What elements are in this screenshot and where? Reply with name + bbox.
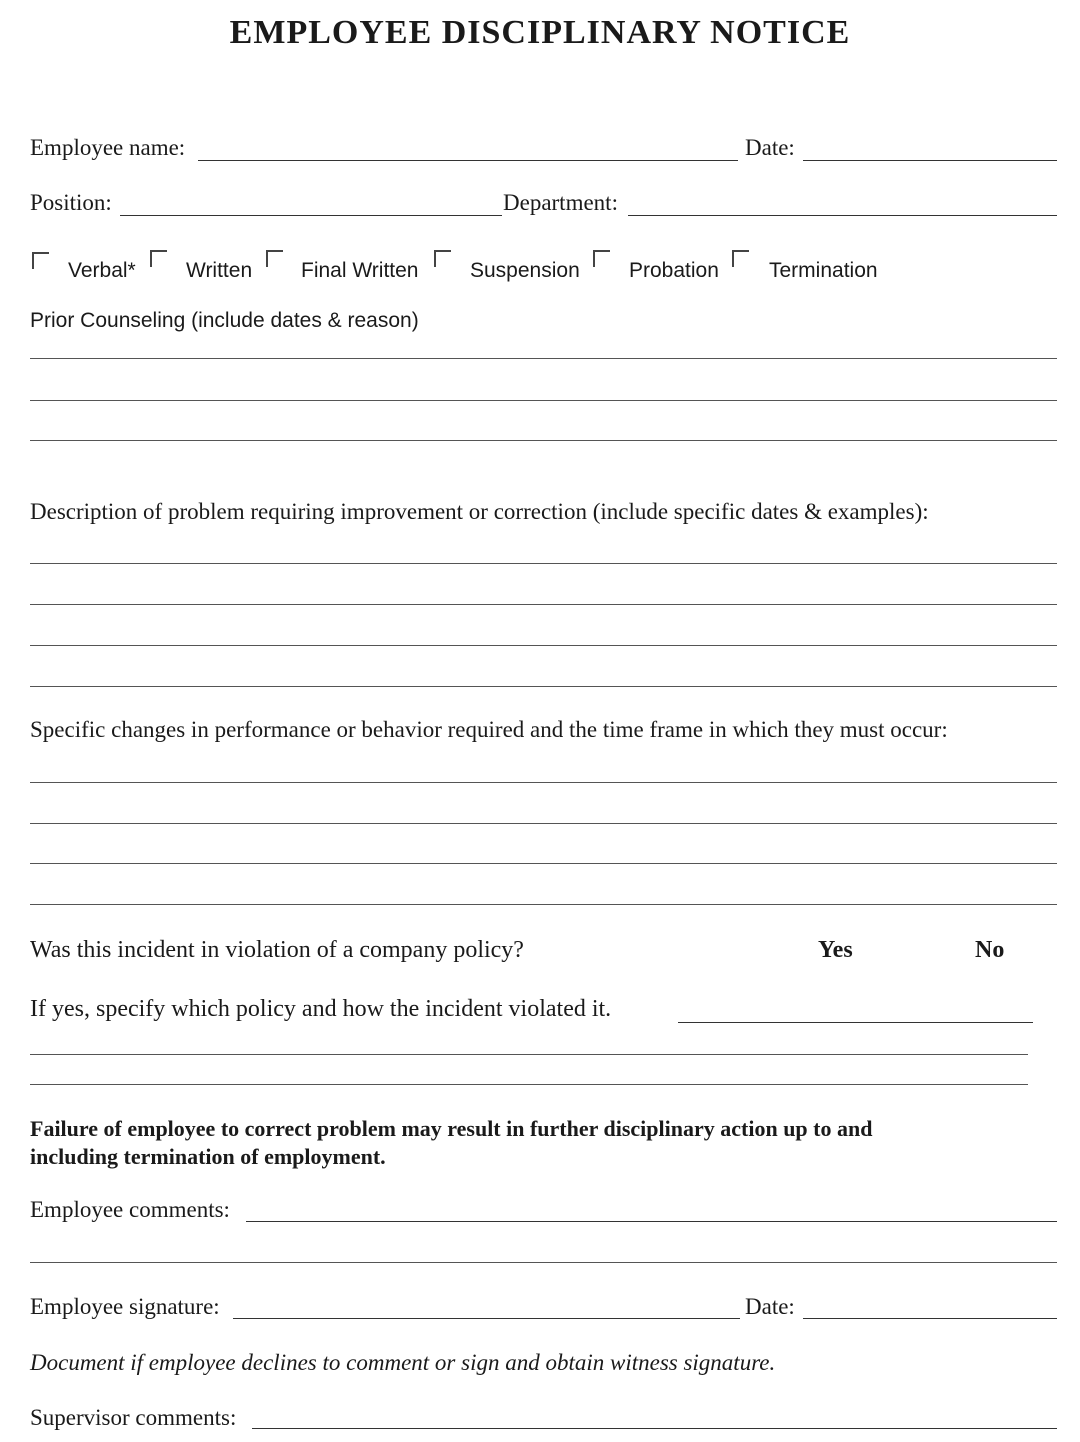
page-title: EMPLOYEE DISCIPLINARY NOTICE — [229, 14, 851, 51]
termination-checkbox[interactable] — [732, 250, 749, 267]
prior-counseling-label: Prior Counseling (include dates & reason) — [30, 309, 419, 332]
written-checkbox[interactable] — [150, 250, 167, 267]
description-line-2[interactable] — [30, 604, 1057, 605]
changes-line-2[interactable] — [30, 823, 1057, 824]
no-option[interactable]: No — [975, 937, 1005, 963]
prior-counseling-line-3[interactable] — [30, 440, 1057, 441]
position-field[interactable] — [120, 215, 502, 216]
warning-text-line-2: including termination of employment. — [30, 1144, 386, 1169]
suspension-checkbox[interactable] — [434, 250, 451, 267]
employee-comments-field[interactable] — [246, 1221, 1057, 1222]
date-field[interactable] — [803, 160, 1057, 161]
position-label: Position: — [30, 190, 112, 215]
verbal-label: Verbal* — [68, 259, 136, 282]
verbal-checkbox[interactable] — [32, 252, 49, 269]
employee-name-label: Employee name: — [30, 135, 186, 160]
policy-specify-line-2[interactable] — [30, 1054, 1028, 1055]
policy-specify-line-3[interactable] — [30, 1084, 1028, 1085]
warning-text-line-1: Failure of employee to correct problem may result in further disciplinary action up to and — [30, 1116, 873, 1141]
description-line-3[interactable] — [30, 645, 1057, 646]
suspension-label: Suspension — [470, 259, 580, 282]
changes-line-4[interactable] — [30, 904, 1057, 905]
termination-label: Termination — [769, 259, 878, 282]
final-written-checkbox[interactable] — [266, 250, 283, 267]
supervisor-comments-label: Supervisor comments: — [30, 1405, 237, 1430]
changes-line-1[interactable] — [30, 782, 1057, 783]
signature-date-label: Date: — [745, 1294, 795, 1319]
signature-date-field[interactable] — [803, 1318, 1057, 1319]
final-written-label: Final Written — [301, 259, 419, 282]
policy-question: Was this incident in violation of a company policy? — [30, 937, 524, 963]
changes-label: Specific changes in performance or behavior required and the time frame in which they must occur: — [30, 717, 948, 742]
policy-specify-field[interactable] — [678, 1022, 1033, 1023]
policy-specify-label: If yes, specify which policy and how the incident violated it. — [30, 996, 612, 1022]
supervisor-comments-field[interactable] — [252, 1428, 1057, 1429]
decline-note: Document if employee declines to comment or sign and obtain witness signature. — [30, 1350, 776, 1375]
employee-signature-label: Employee signature: — [30, 1294, 220, 1319]
employee-signature-field[interactable] — [233, 1318, 740, 1319]
date-label: Date: — [745, 135, 795, 160]
description-label: Description of problem requiring improvement or correction (include specific dates & examples): — [30, 499, 929, 524]
changes-line-3[interactable] — [30, 863, 1057, 864]
probation-checkbox[interactable] — [593, 250, 610, 267]
yes-option[interactable]: Yes — [818, 937, 853, 963]
probation-label: Probation — [629, 259, 719, 282]
employee-comments-label: Employee comments: — [30, 1197, 230, 1222]
written-label: Written — [186, 259, 253, 282]
department-label: Department: — [503, 190, 618, 215]
description-line-1[interactable] — [30, 563, 1057, 564]
prior-counseling-line-1[interactable] — [30, 358, 1057, 359]
employee-name-field[interactable] — [198, 160, 738, 161]
employee-comments-line-2[interactable] — [30, 1262, 1057, 1263]
department-field[interactable] — [628, 215, 1057, 216]
prior-counseling-line-2[interactable] — [30, 400, 1057, 401]
description-line-4[interactable] — [30, 686, 1057, 687]
